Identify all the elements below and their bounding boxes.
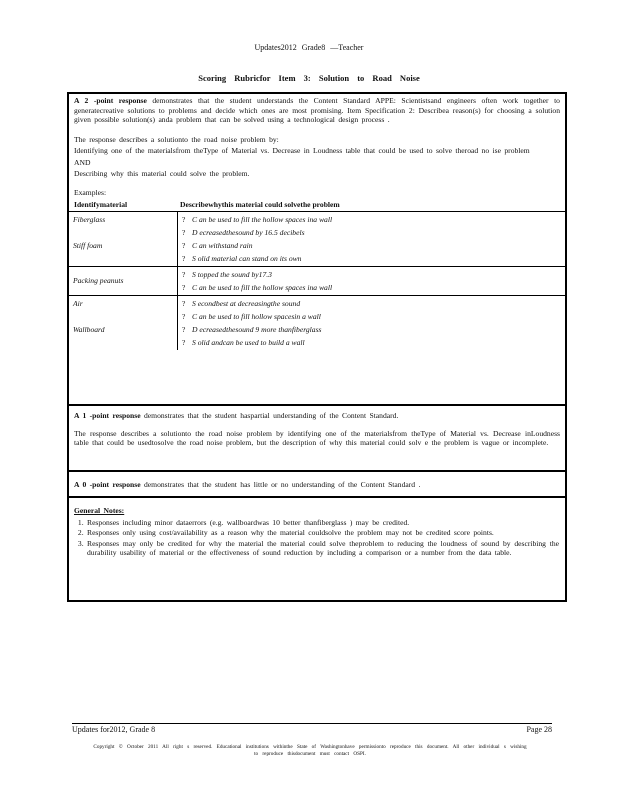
column-describe-why: Describewhythis material could solvethe problem	[180, 200, 340, 209]
notes-heading: General Notes:	[74, 506, 125, 515]
list-item: ? S topped the sound by17.3	[182, 270, 272, 279]
two-point-describes: The response describes a solutionto the road noise problem by:	[74, 134, 279, 144]
two-point-identifying: Identifying one of the materialsfrom theType of Material vs. Decrease in Loudness table that could be used to solve theroad no ise problem	[74, 146, 530, 155]
column-identify-material: Identifymaterial	[74, 200, 128, 209]
two-point-section	[69, 94, 565, 406]
two-point-describing: Describing why this material could solve the problem.	[74, 169, 250, 178]
one-point-intro	[69, 406, 565, 423]
bullet-icon: ?	[182, 228, 186, 237]
bullet-icon: ?	[182, 215, 186, 224]
bullet-icon: ?	[182, 283, 186, 292]
list-item: 1. Responses including minor dataerrors (e.g. wallboardwas 10 better thanfiberglass ) may be credited.	[87, 518, 559, 528]
bullet-icon: ?	[182, 325, 186, 334]
general-notes-section	[69, 498, 565, 600]
list-item: ? S econdbest at decreasingthe sound	[182, 299, 301, 308]
list-item: ? C an be used to fill hollow spacesin a wall	[182, 312, 321, 321]
zero-point-intro	[69, 472, 565, 492]
list-item: ? S olid andcan be used to build a wall	[182, 338, 305, 347]
zero-point-lead-text: demonstrates that the student has little or no understanding of the Content Standard .	[140, 480, 421, 489]
material-cell: Wallboard	[73, 325, 105, 334]
bullet-icon: ?	[182, 299, 186, 308]
list-item: 3. Responses may only be credited for why the material the material could solve theproblem to reducing the loudness of sound by describing the durability usability of material or the effectiveness of sound reduction by including a comparison or a number from the data table.	[87, 539, 559, 558]
bullet-icon: ?	[182, 270, 186, 279]
table-row	[69, 212, 565, 267]
examples-label: Examples:	[74, 187, 107, 197]
list-item: 2. Responses only using cost/availability as a reason why the material couldsolve the problem may not be credited score points.	[87, 528, 559, 538]
bullet-icon: ?	[182, 254, 186, 263]
material-cell: Stiff foam	[73, 241, 103, 250]
examples-table	[69, 211, 565, 350]
two-point-lead-text: demonstrates that the student understands the Content Standard APPE: Scientistsand engineers often work together to generatecreative solutions to problems and decide which ones are most promising. Item Specification 2: Describea reason(s) for choosing a solution given possible solution(s) anda problem that can be solved using a technological design process .	[74, 96, 560, 124]
list-item: ? D ecreasedthesound by 16.5 decibels	[182, 228, 305, 237]
material-cell: Fiberglass	[73, 215, 106, 224]
list-item: ? S olid material can stand on its own	[182, 254, 302, 263]
bullet-icon: ?	[182, 338, 186, 347]
page-footer	[72, 723, 552, 734]
table-row	[69, 267, 565, 296]
material-cell: Air	[73, 299, 83, 308]
rubric-title: Scoring Rubricfor Item 3: Solution to Road Noise	[198, 73, 420, 83]
zero-point-lead: A 0 -point response	[74, 480, 141, 489]
table-row	[69, 296, 565, 351]
one-point-lead: A 1 -point response	[74, 411, 141, 420]
material-cell: Packing peanuts	[73, 276, 124, 285]
notes-list	[69, 518, 565, 558]
two-point-and: AND	[74, 157, 91, 167]
one-point-body: The response describes a solutionto the road noise problem by identifying one of the materialsfrom theType of Material vs. Decrease inLoudness table that could be usedtosolve the road noise problem, but the description of why this material could solv e the problem is vague or incomplete.	[74, 428, 560, 447]
examples-column-headers	[69, 199, 565, 211]
bullet-icon: ?	[182, 241, 186, 250]
copyright-notice: Copyright © October 2011 All right s reserved. Educational institutions withinthe State of Washingtonhave permissionto reproduce this document. All other individual s wishing to reproduce thisdocument must contact OSPI.	[93, 744, 527, 757]
one-point-section	[69, 406, 565, 472]
two-point-lead: A 2 -point response	[74, 96, 147, 105]
page-number: Page 28	[526, 725, 552, 734]
list-item: ? C an withstand rain	[182, 241, 253, 250]
zero-point-section	[69, 472, 565, 498]
footer-left: Updates for2012, Grade 8	[72, 725, 156, 734]
bullet-icon: ?	[182, 312, 186, 321]
one-point-lead-text: demonstrates that the student haspartial understanding of the Content Standard.	[140, 411, 399, 420]
two-point-intro	[69, 94, 565, 127]
page-header: Updates2012 Grade8 —Teacher	[254, 43, 364, 52]
list-item: ? C an be used to fill the hollow spaces ina wall	[182, 283, 333, 292]
list-item: ? D ecreasedthesound 9 more thanfiberglass	[182, 325, 322, 334]
rubric-frame	[67, 92, 567, 602]
list-item: ? C an be used to fill the hollow spaces ina wall	[182, 215, 333, 224]
